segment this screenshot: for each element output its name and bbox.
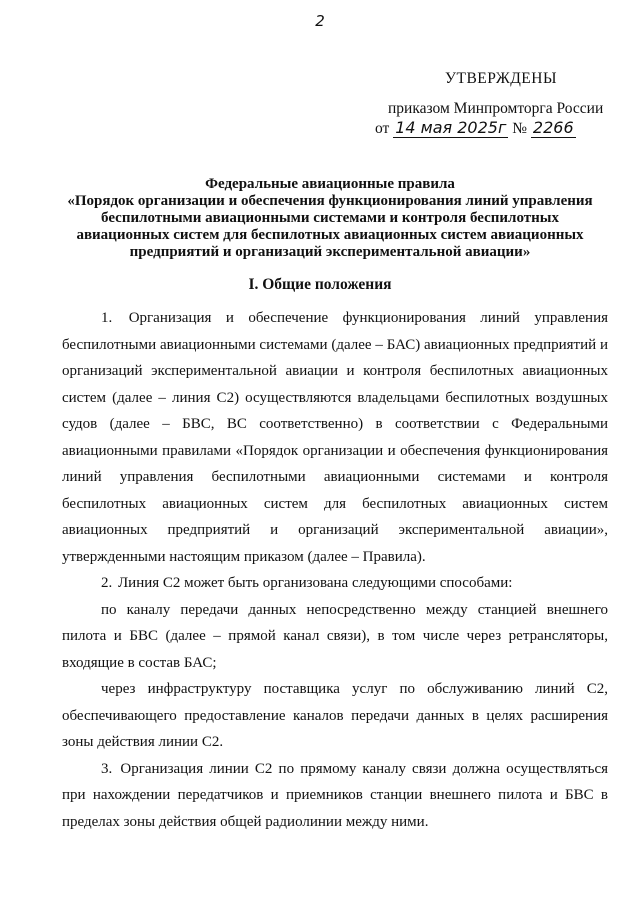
date-prefix: от	[375, 120, 390, 137]
paragraph-text: по каналу передачи данных непосредственно между станцией внешнего пилота и БВС (далее – прямой канал связи), в том числе через ретрансляторы, входящие в состав БАС;	[62, 601, 608, 671]
paragraph-text: Организация и обеспечение функционирования линий управления беспилотными авиационными системами (далее – БАС) авиационных предприятий и организаций экспериментальной авиации и контроля беспилотных авиационных систем (далее – линия С2) осуществляются владельцами беспилотных воздушных судов (далее – БВС, ВС соответственно) в соответствии с Федеральными авиационными правилами «Порядок организации и обеспечения функционирования линий управления беспилотными авиационными системами и контроля беспилотных авиационных систем для беспилотных авиационных систем авиационных предприятий и организаций экспериментальной авиации», утвержденными настоящим приказом (далее – Правила).	[62, 310, 609, 565]
paragraph-text: Линия С2 может быть организована следующими способами:	[118, 575, 513, 591]
title-line: беспилотными авиационными системами и контроля беспилотных	[101, 210, 559, 226]
number-prefix: №	[512, 120, 528, 137]
title-line: «Порядок организации и обеспечения функционирования линий управления	[67, 193, 593, 209]
paragraph	[62, 676, 608, 756]
paragraph-text: через инфраструктуру поставщика услуг по обслуживанию линий С2, обеспечивающего предоставление каналов передачи данных в целях расширения зоны действия линии С2.	[62, 681, 608, 750]
title-line: Федеральные авиационные правила	[205, 176, 455, 192]
paragraph	[62, 597, 608, 677]
approval-order: приказом Минпромторга России	[388, 100, 604, 117]
paragraph-number: 3.	[101, 760, 113, 777]
body-text	[62, 305, 608, 835]
paragraph	[62, 570, 608, 597]
approval-title: УТВЕРЖДЕНЫ	[445, 70, 557, 87]
handwritten-date: 14 мая 2025г	[395, 118, 507, 137]
paragraph-number: 2.	[101, 575, 113, 591]
handwritten-number: 2266	[532, 118, 574, 137]
title-line: предприятий и организаций экспериментальной авиации»	[129, 244, 531, 260]
paragraph	[62, 756, 608, 836]
paragraph-number: 1.	[101, 310, 113, 326]
page-number: 2	[315, 12, 325, 30]
approval-date-line	[375, 118, 576, 138]
paragraph	[62, 305, 608, 570]
paragraph-text: Организация линии С2 по прямому каналу связи должна осуществляться при нахождении передатчиков и приемников станции внешнего пилота и БВС в пределах зоны действия общей радиолинии между ними.	[62, 760, 608, 830]
section-heading: I. Общие положения	[248, 276, 392, 293]
title-line: авиационных систем для беспилотных авиационных систем авиационных	[76, 227, 584, 243]
document-title	[40, 176, 620, 261]
